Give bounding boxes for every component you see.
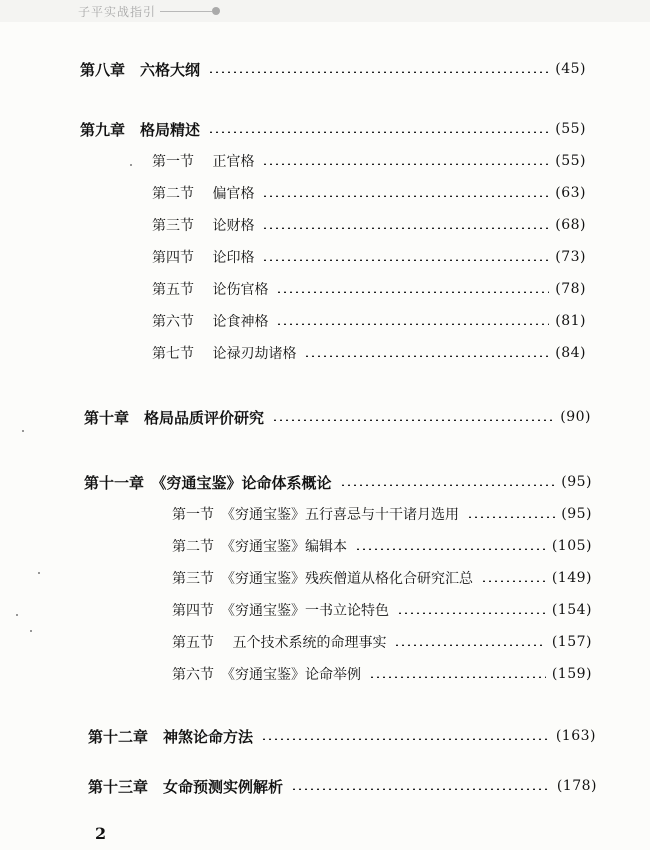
section-title: 第四节 论印格 — [152, 250, 255, 266]
leader-dots — [262, 195, 549, 197]
leader-dots — [291, 788, 551, 790]
toc-chapter-9[interactable] — [80, 118, 586, 140]
page-ref: (55) — [555, 121, 586, 137]
toc-section[interactable] — [172, 535, 592, 557]
scan-speck — [38, 572, 40, 574]
leader-dots — [481, 580, 546, 582]
leader-dots — [369, 676, 546, 678]
page-ref: (157) — [551, 634, 592, 650]
leader-dots — [262, 227, 549, 229]
section-title: 第一节 《穷通宝鉴》五行喜忌与十干诸月选用 — [172, 507, 459, 523]
leader-dots — [355, 548, 546, 550]
chapter-title: 第九章 格局精述 — [80, 120, 201, 139]
section-title: 第六节 论食神格 — [152, 314, 269, 330]
header-dot-ornament — [212, 7, 220, 15]
toc-chapter-12[interactable] — [88, 725, 596, 747]
chapter-title: 第十二章 神煞论命方法 — [88, 727, 254, 746]
chapter-title: 第十一章 《穷通宝鉴》论命体系概论 — [84, 473, 332, 492]
section-title: 第七节 论禄刃劫诸格 — [152, 346, 297, 362]
page-ref: (159) — [551, 666, 592, 682]
leader-dots — [262, 163, 549, 165]
toc-section[interactable] — [152, 278, 586, 300]
leader-dots — [467, 516, 555, 518]
page-ref: (163) — [555, 728, 596, 744]
page-ref: (73) — [555, 249, 586, 265]
chapter-title: 第十三章 女命预测实例解析 — [88, 777, 284, 796]
page-ref: (84) — [555, 345, 586, 361]
leader-dots — [397, 612, 546, 614]
toc-chapter-8[interactable] — [80, 58, 586, 80]
toc-section[interactable] — [172, 503, 592, 525]
page-number: 2 — [95, 824, 107, 843]
page-ref: (154) — [551, 602, 592, 618]
page-ref: (63) — [555, 185, 586, 201]
leader-dots — [394, 644, 545, 646]
chapter-title: 第十章 格局品质评价研究 — [84, 408, 265, 427]
toc-section[interactable] — [152, 246, 586, 268]
toc-section[interactable] — [172, 631, 592, 653]
toc-section[interactable] — [152, 150, 586, 172]
leader-dots — [304, 355, 549, 357]
leader-dots — [272, 419, 554, 421]
toc-section[interactable] — [152, 214, 586, 236]
section-title: 第六节 《穷通宝鉴》论命举例 — [172, 667, 361, 683]
page-ref: (178) — [556, 778, 597, 794]
page-ref: (149) — [551, 570, 592, 586]
page-ref: (78) — [555, 281, 586, 297]
header-rule — [160, 11, 212, 12]
section-title: 第一节 正官格 — [152, 154, 255, 170]
scan-speck — [22, 430, 24, 432]
section-title: 第五节 五个技术系统的命理事实 — [172, 635, 387, 651]
leader-dots — [340, 484, 556, 486]
toc-chapter-10[interactable] — [84, 406, 591, 428]
section-title: 第二节 《穷通宝鉴》编辑本 — [172, 539, 347, 555]
page-ref: (81) — [555, 313, 586, 329]
section-title: 第三节 《穷通宝鉴》残疾僧道从格化合研究汇总 — [172, 571, 473, 587]
section-title: 第三节 论财格 — [152, 218, 255, 234]
page-ref: (105) — [551, 538, 592, 554]
leader-dots — [208, 131, 549, 133]
section-title: 第四节 《穷通宝鉴》一书立论特色 — [172, 603, 389, 619]
page-ref: (95) — [561, 506, 592, 522]
toc-section[interactable] — [172, 599, 592, 621]
section-title: 第二节 偏官格 — [152, 186, 255, 202]
scan-speck — [16, 614, 18, 616]
page-ref: (90) — [560, 409, 591, 425]
scan-speck — [30, 630, 32, 632]
leader-dots — [261, 738, 550, 740]
leader-dots — [262, 259, 549, 261]
toc-chapter-13[interactable] — [88, 775, 597, 797]
toc-section[interactable] — [172, 567, 592, 589]
page-ref: (45) — [555, 61, 586, 77]
toc-section[interactable] — [152, 342, 586, 364]
toc-section[interactable] — [172, 663, 592, 685]
leader-dots — [276, 323, 549, 325]
running-header — [0, 0, 650, 22]
page-ref: (55) — [555, 153, 586, 169]
scan-speck — [130, 164, 132, 166]
page-ref: (95) — [561, 474, 592, 490]
leader-dots — [208, 71, 549, 73]
leader-dots — [276, 291, 549, 293]
book-title: 子平实战指引 — [78, 5, 157, 19]
toc-section[interactable] — [152, 182, 586, 204]
section-title: 第五节 论伤官格 — [152, 282, 269, 298]
chapter-title: 第八章 六格大纲 — [80, 60, 201, 79]
toc-chapter-11[interactable] — [84, 471, 592, 493]
page-ref: (68) — [555, 217, 586, 233]
toc-section[interactable] — [152, 310, 586, 332]
